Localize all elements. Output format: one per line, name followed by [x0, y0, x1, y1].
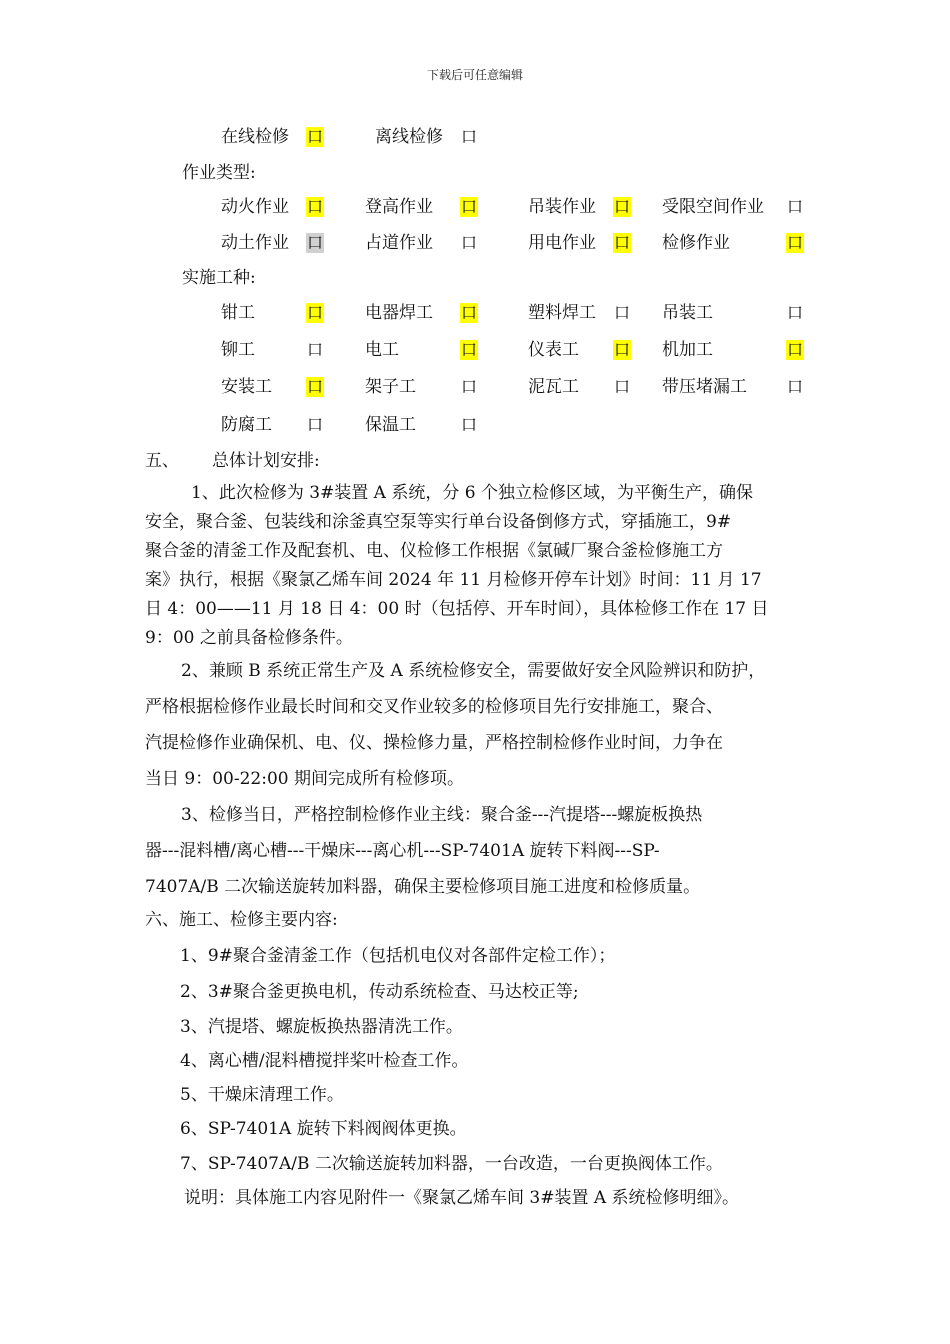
section5-paragraph-2 [145, 653, 810, 797]
checkbox[interactable]: 口 [786, 377, 803, 396]
trade-label: 安装工 [221, 377, 272, 397]
work-type-label: 检修作业 [662, 233, 730, 253]
text-line: 7407A/B 二次输送旋转加料器，确保主要检修项目施工进度和检修质量。 [145, 877, 701, 897]
checkbox[interactable]: 口 [306, 197, 323, 216]
work-type-label: 占道作业 [365, 233, 433, 253]
trade-label: 电工 [365, 340, 399, 360]
work-type-label: 登高作业 [365, 197, 433, 217]
checkbox[interactable]: 口 [306, 233, 323, 252]
checkbox[interactable]: 口 [460, 197, 477, 216]
checkbox[interactable]: 口 [460, 415, 477, 434]
page-header: 下载后可任意编辑 [426, 68, 523, 82]
text-line: 器---混料槽/离心槽---干燥床---离心机---SP-7401A 旋转下料阀---SP- [145, 841, 660, 861]
trade-label: 塑料焊工 [528, 303, 596, 323]
text-line: 2、兼顾 B 系统正常生产及 A 系统检修安全，需要做好安全风险辨识和防护， [181, 661, 766, 681]
work-type-title: 作业类型: [182, 163, 256, 183]
trade-label: 铆工 [221, 340, 255, 360]
checkbox[interactable]: 口 [460, 340, 477, 359]
option-offline-repair[interactable] [375, 126, 443, 148]
work-type-label: 受限空间作业 [662, 197, 764, 217]
checkbox[interactable]: 口 [460, 127, 477, 146]
checkbox[interactable]: 口 [613, 233, 630, 252]
list-item: 4、离心槽/混料槽搅拌桨叶检查工作。 [180, 1051, 469, 1071]
work-type-label: 吊装作业 [528, 197, 596, 217]
trade-title: 实施工种: [182, 268, 256, 288]
trade-label: 保温工 [365, 415, 416, 435]
checkbox[interactable]: 口 [613, 303, 630, 322]
text-line: 9：00 之前具备检修条件。 [145, 628, 353, 648]
checkbox[interactable]: 口 [306, 340, 323, 359]
text-line: 安全，聚合釜、包装线和涂釜真空泵等实行单台设备倒修方式，穿插施工，9# [145, 512, 732, 532]
trade-label: 带压堵漏工 [662, 377, 747, 397]
section6-title: 六、施工、检修主要内容: [145, 910, 338, 930]
text-line: 当日 9：00-22:00 期间完成所有检修项。 [145, 769, 464, 789]
text-line: 严格根据检修作业最长时间和交叉作业较多的检修项目先行安排施工，聚合、 [145, 697, 723, 717]
text-line: 汽提检修作业确保机、电、仪、操检修力量，严格控制检修作业时间，力争在 [145, 733, 723, 753]
trade-label: 泥瓦工 [528, 377, 579, 397]
list-item: 6、SP-7401A 旋转下料阀阀体更换。 [180, 1119, 467, 1139]
text-line: 聚合釜的清釜工作及配套机、电、仪检修工作根据《氯碱厂聚合釜检修施工方 [145, 541, 723, 561]
text-line: 1、此次检修为 3#装置 A 系统，分 6 个独立检修区域，为平衡生产，确保 [191, 483, 753, 503]
trade-label: 吊装工 [662, 303, 713, 323]
checkbox[interactable]: 口 [613, 377, 630, 396]
option-online-repair[interactable] [221, 126, 289, 148]
checkbox[interactable]: 口 [786, 197, 803, 216]
trade-label: 电器焊工 [365, 303, 433, 323]
work-type-label: 动土作业 [221, 233, 289, 253]
option-label: 在线检修 [221, 127, 289, 147]
option-label: 离线检修 [375, 127, 443, 147]
checkbox[interactable]: 口 [786, 340, 803, 359]
section5-title: 总体计划安排: [212, 451, 320, 471]
trade-label: 钳工 [221, 303, 255, 323]
checkbox[interactable]: 口 [613, 340, 630, 359]
text-line: 案》执行，根据《聚氯乙烯车间 2024 年 11 月检修开停车计划》时间：11 月 17 [145, 570, 762, 590]
section5-number: 五、 [145, 451, 179, 471]
text-line: 日 4：00——11 月 18 日 4：00 时（包括停、开车时间），具体检修工作在 17 日 [145, 599, 769, 619]
checkbox[interactable]: 口 [786, 233, 803, 252]
list-item: 5、干燥床清理工作。 [180, 1085, 344, 1105]
section5-paragraph-1 [145, 479, 810, 653]
list-item: 7、SP-7407A/B 二次输送旋转加料器，一台改造，一台更换阀体工作。 [180, 1154, 723, 1174]
list-item: 3、汽提塔、螺旋板换热器清洗工作。 [180, 1017, 463, 1037]
work-type-label: 用电作业 [528, 233, 596, 253]
section5-paragraph-3 [145, 797, 810, 905]
work-type-label: 动火作业 [221, 197, 289, 217]
trade-label: 机加工 [662, 340, 713, 360]
checkbox[interactable]: 口 [613, 197, 630, 216]
checkbox[interactable]: 口 [306, 377, 323, 396]
checkbox[interactable]: 口 [460, 233, 477, 252]
note: 说明：具体施工内容见附件一《聚氯乙烯车间 3#装置 A 系统检修明细》。 [184, 1188, 740, 1208]
checkbox[interactable]: 口 [460, 377, 477, 396]
trade-label: 仪表工 [528, 340, 579, 360]
trade-label: 防腐工 [221, 415, 272, 435]
checkbox[interactable]: 口 [306, 303, 323, 322]
list-item: 1、9#聚合釜清釜工作（包括机电仪对各部件定检工作）； [180, 946, 616, 966]
trade-label: 架子工 [365, 377, 416, 397]
checkbox[interactable]: 口 [306, 127, 323, 146]
checkbox[interactable]: 口 [786, 303, 803, 322]
list-item: 2、3#聚合釜更换电机，传动系统检查、马达校正等; [180, 982, 579, 1002]
text-line: 3、检修当日，严格控制检修作业主线：聚合釜---汽提塔---螺旋板换热 [181, 805, 703, 825]
checkbox[interactable]: 口 [460, 303, 477, 322]
checkbox[interactable]: 口 [306, 415, 323, 434]
